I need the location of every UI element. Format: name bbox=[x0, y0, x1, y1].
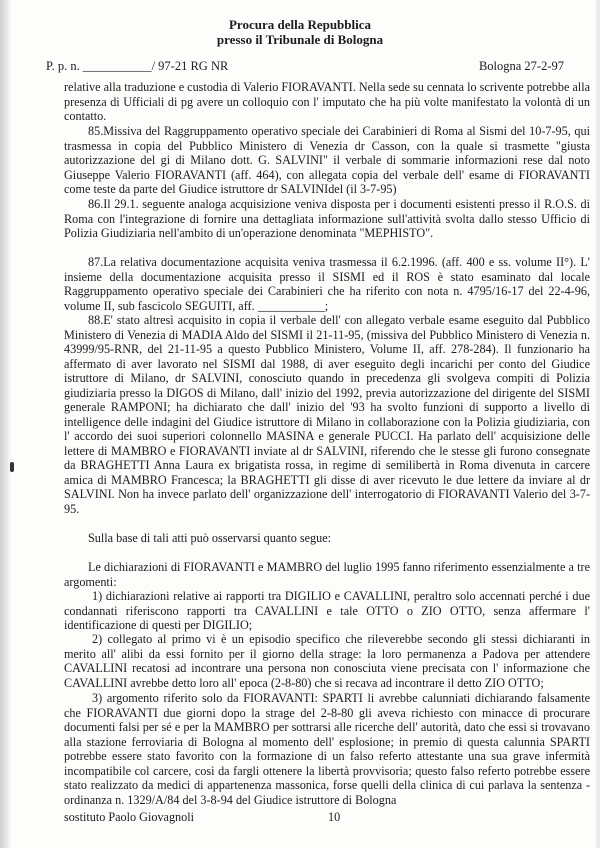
analysis-point-1: 1) dichiarazioni relative ai rapporti tra DIGILIO e CAVALLINI, peraltro solo accennati perché i due condannati riferiscono rapporti tra CAVALLINI e tale OTTO o ZIO OTTO, senza affermare l' identificazione di questi per DIGILIO; bbox=[64, 589, 590, 632]
paragraph-86: 86.Il 29.1. seguente analoga acquisizione veniva disposta per i documenti esistenti presso il R.O.S. di Roma con l'integrazione di fornire una dettagliata informazione sull'attività svolta dallo stesso Ufficio di Polizia Giudiziaria nell'ambito di un'operazione denominata "MEPHISTO". bbox=[64, 197, 590, 240]
case-number: P. p. n. ___________/ 97-21 RG NR bbox=[46, 59, 229, 73]
document-header bbox=[0, 17, 600, 47]
analysis-point-2: 2) collegato al primo vi è un episodio specifico che rileverebbe secondo gli stessi dichiaranti in merito all' alibi da essi fornito per il giorno della strage: la loro permanenza a Padova per attendere CAVALLINI recatosi ad incontrare una persona non conosciuta viene precisata con l' informazione che CAVALLINI avrebbe detto loro all' epoca (2-8-80) che si recava ad incontrare il detto ZIO OTTO; bbox=[64, 632, 590, 690]
paragraph-88: 88.E' stato altresì acquisito in copia il verbale dell' con allegato verbale esame eseguito dal Pubblico Ministero di Venezia di MADIA Aldo del SISMI il 21-11-95, (missiva del Pubblico Ministero di Venezia n. 43999/95-RNR, del 21-11-95 a questo Pubblico Ministero, Volume II, aff. 278-284). Il funzionario ha affermato di aver lavorato nel SISMI dal 1988, di aver eseguito degli incarichi per conto del Giudice istruttore di Milano, dr SALVINI, conosciuto quando in precedenza gli svolgeva compiti di Polizia giudiziaria presso la DIGOS di Milano, dall' inizio del 1992, previa autorizzazione del dirigente del SISMI generale RAMPONI; ha dichiarato che dall' inizio del '93 ha svolto funzioni di supporto a livello di intelligence delle indagini del Giudice istruttore di Milano in collaborazione con la Polizia giudiziaria, con l' accordo dei suoi superiori colonnello MASINA e generale PUCCI. Ha parlato dell' acquisizione delle lettere di MAMBRO e FIORAVANTI inviate al dr SALVINI, riferendo che le stesse gli furono consegnate da BRAGHETTI Anna Laura ex brigatista rossa, in regime di semilibertà in Roma divenuta in carcere amica di MAMBRO Francesca; la BRAGHETTI gli disse di aver ricevuto le due lettere da inviare al dr SALVINI. Non ha invece parlato dell' organizzazione dell' interrogatorio di FIORAVANTI Valerio del 3-7-95. bbox=[64, 313, 590, 516]
analysis-intro: Le dichiarazioni di FIORAVANTI e MAMBRO del luglio 1995 fanno riferimento essenzialmente a tre argomenti: bbox=[64, 560, 590, 589]
reference-row bbox=[46, 59, 564, 75]
scan-edge bbox=[596, 0, 600, 848]
office-name: Procura della Repubblica bbox=[228, 17, 372, 32]
signature: sostituto Paolo Giovagnoli bbox=[64, 810, 195, 824]
paragraph-87: 87.La relativa documentazione acquisita veniva trasmessa il 6.2.1996. (aff. 400 e ss. volume II°). L' insieme della documentazione acquisita presso il SISMI ed il ROS è stato esaminato dal locale Raggruppamento operativo speciale dei Carabinieri che ha riferito con nota n. 4795/16-17 del 22-4-96, volume II, sub fascicolo SEGUITI, aff. ___________; bbox=[64, 255, 590, 313]
page-number: 10 bbox=[328, 810, 341, 824]
paragraph-85: 85.Missiva del Raggruppamento operativo speciale dei Carabinieri di Roma al Sismi del 10-7-95, qui trasmessa in copia del Pubblico Ministero di Venezia dr Casson, con la quale si trasmette "giusta autorizzazione del gi di Milano dott. G. SALVINI" il verbale di sommarie informazioni rese dal noto Giuseppe Valerio FIORAVANTI (aff. 464), con allegata copia del verbale dell' esame di FIORAVANTI come teste da parte del Giudice istruttore dr SALVINIdel (il 3-7-95) bbox=[64, 124, 590, 196]
section-heading: Sulla base di tali atti può osservarsi quanto segue: bbox=[88, 531, 332, 545]
analysis-point-3: 3) argomento riferito solo da FIORAVANTI: SPARTI li avrebbe calunniati dichiarando falsamente che FIORAVANTI due giorni dopo la strage del 2-8-80 gli aveva richiesto con minacce di procurare documenti falsi per sé e per la MAMBRO per sottrarsi alle ricerche dell' autorità, dato che essi si trovavano alla stazione ferroviaria di Bologna al momento dell' esplosione; in premio di questa calunnia SPARTI potrebbe essere stato favorito con la formazione di un falso referto attestante una sua grave infermità incompatibile col carcere, così da fargli ottenere la libertà provvisoria; questo falso referto potrebbe essere stato realizzato da medici di appartenenza massonica, forse quelli della clinica di cui parlava la sentenza - ordinanza n. 1329/A/84 del 3-8-94 del Giudice istruttore di Bologna bbox=[64, 691, 590, 807]
scan-edge bbox=[0, 0, 12, 848]
document-date: Bologna 27-2-97 bbox=[478, 59, 564, 73]
scan-artifact bbox=[10, 462, 14, 472]
office-court: presso il Tribunale di Bologna bbox=[216, 32, 384, 47]
paragraph-continuation: relative alla traduzione e custodia di Valerio FIORAVANTI. Nella sede su cennata lo scrivente potrebbe alla presenza di Ufficiali di pg avere un colloquio con l' imputato che ha più volte manifestato la volontà di un contatto. bbox=[64, 80, 590, 123]
